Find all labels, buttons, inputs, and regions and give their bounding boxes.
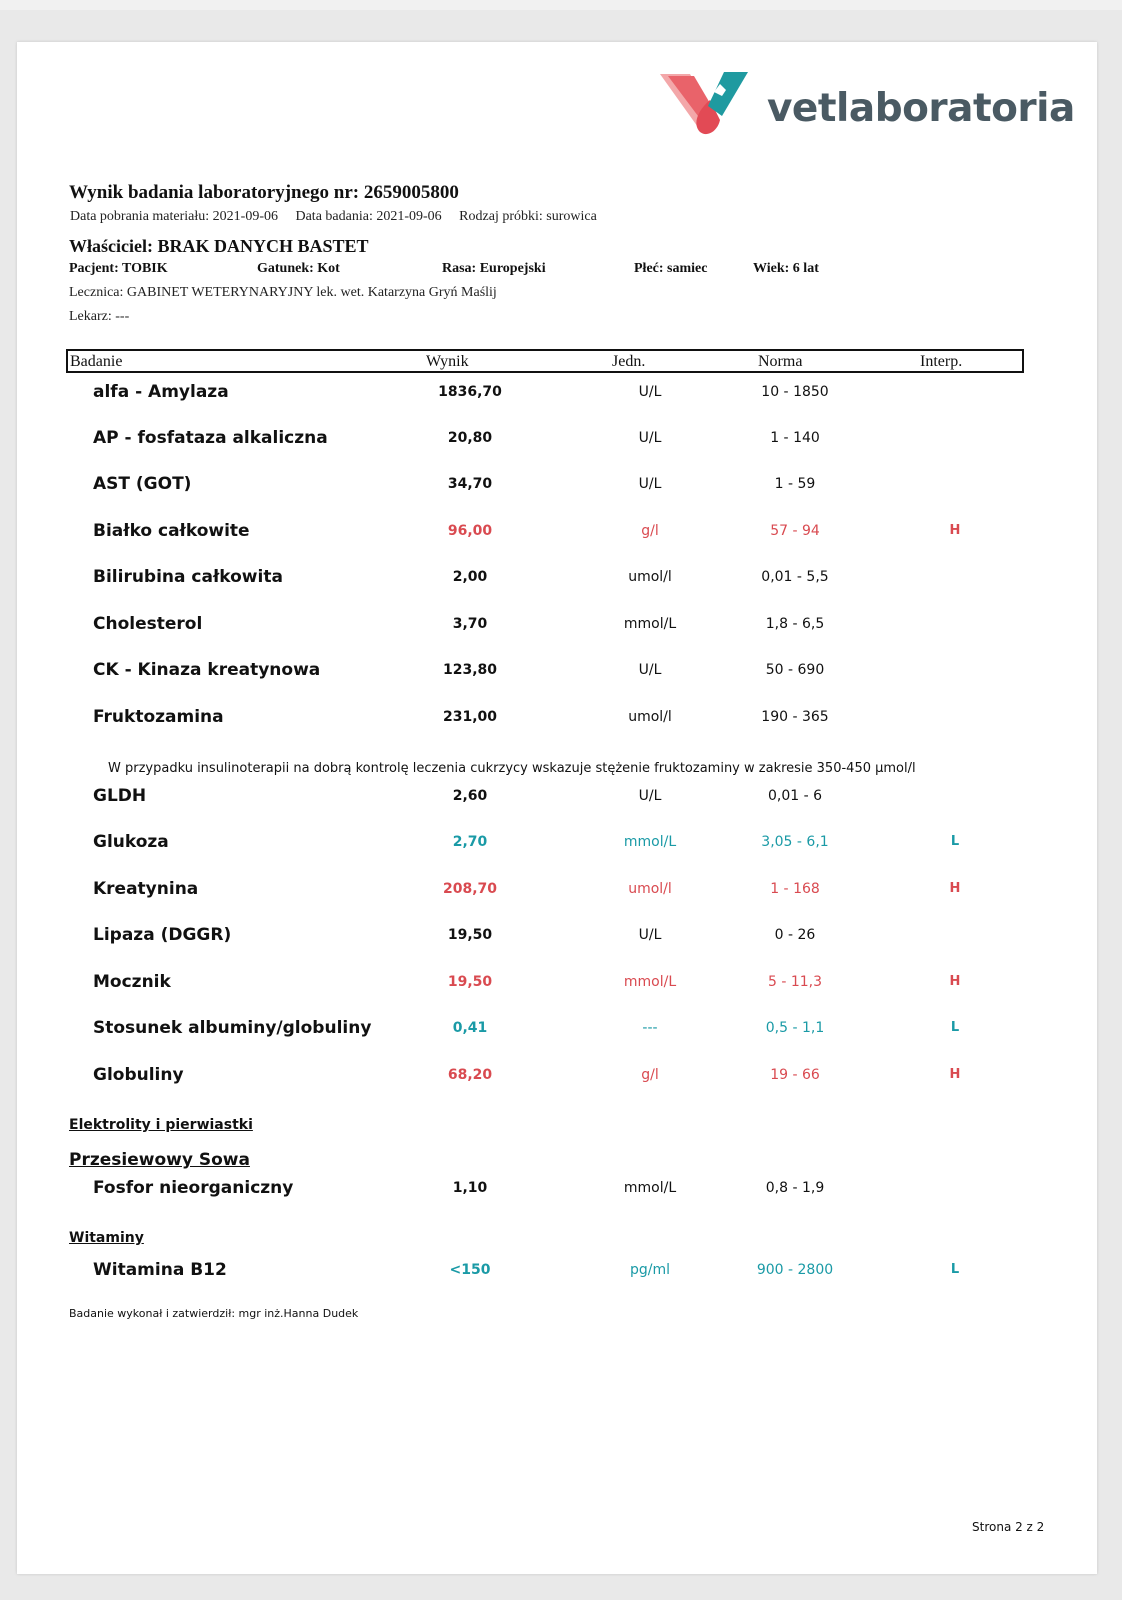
test-unit: mmol/L <box>623 974 677 990</box>
test-norm: 0,8 - 1,9 <box>765 1180 825 1196</box>
result-row <box>0 707 1122 735</box>
vetlaboratoria-logo <box>660 72 1075 144</box>
clinic: Lecznica: GABINET WETERYNARYJNY lek. wet. Katarzyna Gryń Maślij <box>69 285 497 300</box>
test-norm: 57 - 94 <box>770 523 820 539</box>
test-value: 2,00 <box>452 569 488 585</box>
result-row <box>0 786 1122 814</box>
result-row <box>0 567 1122 595</box>
test-value: 3,70 <box>452 616 488 632</box>
test-value: 19,50 <box>447 927 493 943</box>
report-dates <box>70 209 611 225</box>
results-table-header <box>66 349 1024 373</box>
test-norm: 1 - 59 <box>774 476 816 492</box>
result-row <box>0 1065 1122 1093</box>
test-norm: 0 - 26 <box>774 927 816 943</box>
test-name: Bilirubina całkowita <box>93 567 283 587</box>
test-value: 0,41 <box>452 1020 488 1036</box>
test-value: 1,10 <box>452 1180 488 1196</box>
test-norm: 190 - 365 <box>761 709 829 725</box>
result-row <box>0 521 1122 549</box>
test-unit: pg/ml <box>629 1262 671 1278</box>
test-name: Globuliny <box>93 1065 184 1085</box>
test-unit: U/L <box>638 662 662 678</box>
test-unit: U/L <box>638 927 662 943</box>
test-name: Kreatynina <box>93 879 199 899</box>
result-row-phosphorus <box>0 1178 1122 1206</box>
age: Wiek: 6 lat <box>753 261 819 276</box>
doctor: Lekarz: --- <box>69 309 130 324</box>
fructosamine-note: W przypadku insulinoterapii na dobrą kontrolę leczenia cukrzycy wskazuje stężenie fruktozaminy w zakresie 350-450 µmol/l <box>108 761 916 776</box>
test-unit: --- <box>642 1020 658 1036</box>
signature: Badanie wykonał i zatwierdził: mgr inż.Hanna Dudek <box>69 1307 359 1320</box>
test-norm: 1,8 - 6,5 <box>765 616 825 632</box>
result-row <box>0 382 1122 410</box>
test-unit: g/l <box>641 523 659 539</box>
test-norm: 5 - 11,3 <box>767 974 823 990</box>
test-name: GLDH <box>93 786 147 806</box>
test-interp: H <box>949 1067 961 1082</box>
test-norm: 0,01 - 5,5 <box>761 569 829 585</box>
test-value: 96,00 <box>447 523 493 539</box>
test-value: 19,50 <box>447 974 493 990</box>
test-unit: mmol/L <box>623 1180 677 1196</box>
test-value: 2,60 <box>452 788 488 804</box>
test-name: AST (GOT) <box>93 474 192 494</box>
result-row <box>0 474 1122 502</box>
test-norm: 50 - 690 <box>765 662 825 678</box>
test-unit: mmol/L <box>623 834 677 850</box>
test-date: Data badania: 2021-09-06 <box>295 209 442 224</box>
logo-text: vetlaboratoria <box>767 86 1075 131</box>
col-unit: Jedn. <box>612 353 646 370</box>
section-vitamins: Witaminy <box>69 1230 144 1246</box>
test-value: 123,80 <box>442 662 498 678</box>
test-value: 231,00 <box>442 709 498 725</box>
test-name: Lipaza (DGGR) <box>93 925 232 945</box>
test-norm: 900 - 2800 <box>756 1262 834 1278</box>
test-norm: 10 - 1850 <box>761 384 829 400</box>
page-number: Strona 2 z 2 <box>972 1520 1045 1534</box>
test-name: Stosunek albuminy/globuliny <box>93 1018 372 1038</box>
report-title: Wynik badania laboratoryjnego nr: 2659005800 <box>69 182 459 203</box>
test-name: Białko całkowite <box>93 521 250 541</box>
top-band <box>0 0 1122 10</box>
owner: Właściciel: BRAK DANYCH BASTET <box>69 236 369 256</box>
species: Gatunek: Kot <box>257 261 340 276</box>
col-test: Badanie <box>70 353 123 370</box>
sample-type: Rodzaj próbki: surowica <box>459 209 597 224</box>
test-unit: umol/l <box>628 709 672 725</box>
result-row <box>0 925 1122 953</box>
sex: Płeć: samiec <box>634 261 708 276</box>
result-row-b12 <box>0 1260 1122 1288</box>
col-norm: Norma <box>758 353 803 370</box>
patient: Pacjent: TOBIK <box>69 261 168 276</box>
test-norm: 0,5 - 1,1 <box>765 1020 825 1036</box>
test-unit: U/L <box>638 384 662 400</box>
test-name: AP - fosfataza alkaliczna <box>93 428 328 448</box>
test-unit: U/L <box>638 430 662 446</box>
test-unit: umol/l <box>628 569 672 585</box>
test-unit: U/L <box>638 476 662 492</box>
result-row <box>0 832 1122 860</box>
test-interp: H <box>949 974 961 989</box>
test-norm: 19 - 66 <box>770 1067 820 1083</box>
test-value: 1836,70 <box>438 384 502 400</box>
test-norm: 1 - 140 <box>770 430 820 446</box>
breed: Rasa: Europejski <box>442 261 546 276</box>
collection-date: Data pobrania materiału: 2021-09-06 <box>70 209 278 224</box>
test-interp: L <box>950 1020 960 1035</box>
test-interp: H <box>949 881 961 896</box>
result-row <box>0 972 1122 1000</box>
test-unit: g/l <box>641 1067 659 1083</box>
section-screening: Przesiewowy Sowa <box>69 1150 250 1170</box>
test-interp: H <box>949 523 961 538</box>
test-unit: U/L <box>638 788 662 804</box>
result-row <box>0 660 1122 688</box>
test-value: 34,70 <box>447 476 493 492</box>
result-row <box>0 879 1122 907</box>
test-unit: mmol/L <box>623 616 677 632</box>
col-interp: Interp. <box>920 353 963 370</box>
test-interp: L <box>950 1262 960 1277</box>
test-name: Witamina B12 <box>93 1260 227 1280</box>
test-unit: umol/l <box>628 881 672 897</box>
test-name: Mocznik <box>93 972 171 992</box>
test-name: Cholesterol <box>93 614 203 634</box>
test-name: CK - Kinaza kreatynowa <box>93 660 321 680</box>
col-result: Wynik <box>426 353 469 370</box>
test-value: 208,70 <box>442 881 498 897</box>
test-value: 20,80 <box>447 430 493 446</box>
test-value: 2,70 <box>452 834 488 850</box>
test-value: 68,20 <box>447 1067 493 1083</box>
section-electrolytes: Elektrolity i pierwiastki <box>69 1117 253 1133</box>
logo-mark-icon <box>660 72 760 144</box>
test-value: <150 <box>449 1262 491 1278</box>
test-name: Fosfor nieorganiczny <box>93 1178 294 1198</box>
result-row <box>0 428 1122 456</box>
test-interp: L <box>950 834 960 849</box>
test-norm: 1 - 168 <box>770 881 820 897</box>
test-name: Fruktozamina <box>93 707 224 727</box>
test-norm: 0,01 - 6 <box>767 788 823 804</box>
test-name: Glukoza <box>93 832 169 852</box>
result-row <box>0 1018 1122 1046</box>
test-norm: 3,05 - 6,1 <box>761 834 829 850</box>
test-name: alfa - Amylaza <box>93 382 229 402</box>
result-row <box>0 614 1122 642</box>
